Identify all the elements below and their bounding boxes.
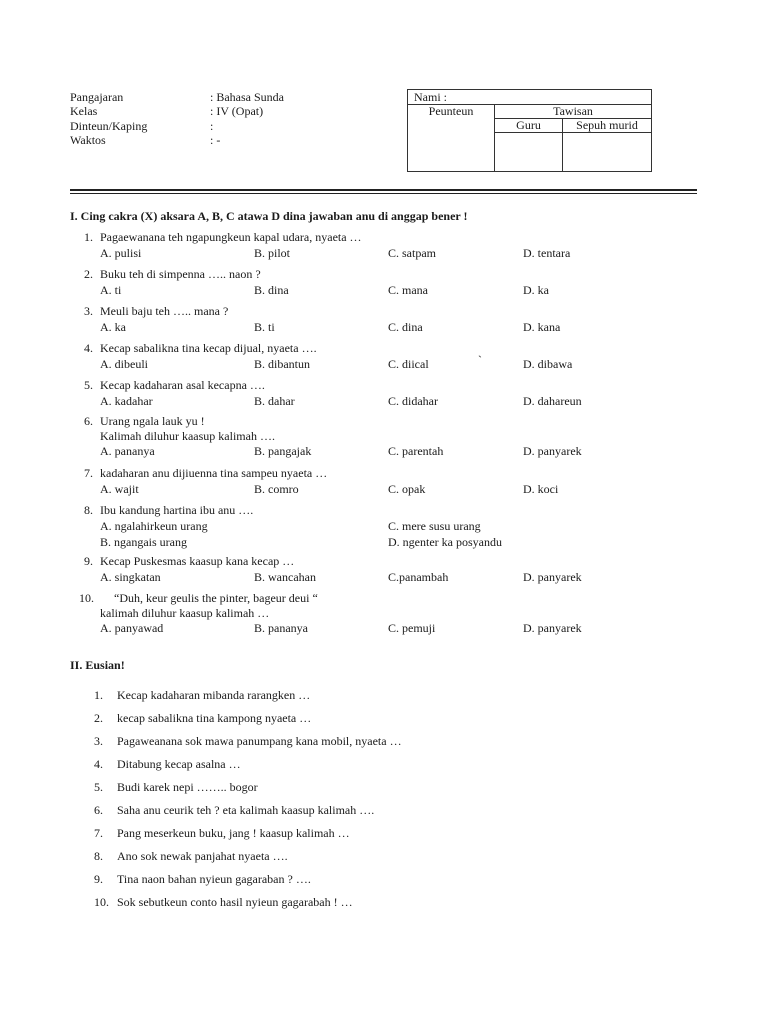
question-number: 5. xyxy=(84,378,93,392)
essay-number: 1. xyxy=(94,688,103,702)
date-label: Dinteun/Kaping xyxy=(70,119,148,133)
question-number: 8. xyxy=(84,503,93,517)
parent-signature-cell xyxy=(563,133,652,172)
subject-label: Pangajaran xyxy=(70,90,124,104)
option-c: C. mere susu urang xyxy=(388,519,481,533)
question-text: Kecap sabalikna tina kecap dijual, nyaeta …. xyxy=(100,341,317,355)
essay-text: kecap sabalikna tina kampong nyaeta … xyxy=(117,711,312,725)
option-a: A. singkatan xyxy=(100,570,161,584)
question-number: 3. xyxy=(84,304,93,318)
class-label: Kelas xyxy=(70,104,98,118)
option-b: B. dahar xyxy=(254,394,295,408)
essay-text: Budi karek nepi …….. bogor xyxy=(117,780,258,794)
option-b: B. pananya xyxy=(254,621,308,635)
question-text: Meuli baju teh ….. mana ? xyxy=(100,304,229,318)
essay-text: Ano sok newak panjahat nyaeta …. xyxy=(117,849,288,863)
option-c: C. opak xyxy=(388,482,426,496)
question-number: 7. xyxy=(84,466,93,480)
option-b: B. wancahan xyxy=(254,570,316,584)
option-b: B. ti xyxy=(254,320,275,334)
question-number: 10. xyxy=(79,591,94,605)
option-c: C.panambah xyxy=(388,570,449,584)
question-text: Kecap Puskesmas kaasup kana kecap … xyxy=(100,554,295,568)
question-number: 9. xyxy=(84,554,93,568)
essay-text: Saha anu ceurik teh ? eta kalimah kaasup kalimah …. xyxy=(117,803,375,817)
option-c: C. pemuji xyxy=(388,621,436,635)
essay-number: 3. xyxy=(94,734,103,748)
option-c: C. dina xyxy=(388,320,423,334)
essay-text: Sok sebutkeun conto hasil nyieun gagarabah ! … xyxy=(117,895,353,909)
essay-number: 9. xyxy=(94,872,103,886)
option-a: A. pananya xyxy=(100,444,155,458)
option-c: C. diical xyxy=(388,357,429,371)
section1-title: I. Cing cakra (X) aksara A, B, C atawa D dina jawaban anu di anggap bener ! xyxy=(70,209,468,223)
option-c: C. satpam xyxy=(388,246,436,260)
option-b: B. dibantun xyxy=(254,357,310,371)
option-a: A. ngalahirkeun urang xyxy=(100,519,208,533)
question-text: Kecap kadaharan asal kecapna …. xyxy=(100,378,265,392)
essay-number: 2. xyxy=(94,711,103,725)
date-value: : xyxy=(210,119,214,133)
question-text: “Duh, keur geulis the pinter, bageur deui “ xyxy=(114,591,318,605)
option-b: B. comro xyxy=(254,482,299,496)
option-b: B. ngangais urang xyxy=(100,535,187,549)
question-text: kadaharan anu dijiuenna tina sampeu nyaeta … xyxy=(100,466,328,480)
option-d: D. koci xyxy=(523,482,559,496)
grade-box xyxy=(407,89,652,172)
question-number: 6. xyxy=(84,414,93,428)
option-b: B. dina xyxy=(254,283,289,297)
option-d: D. dahareun xyxy=(523,394,582,408)
question-text: Ibu kandung hartina ibu anu …. xyxy=(100,503,254,517)
section2-title: II. Eusian! xyxy=(70,658,125,672)
question-text-line2: kalimah diluhur kaasup kalimah … xyxy=(100,606,270,620)
option-a: A. kadahar xyxy=(100,394,153,408)
option-d: D. panyarek xyxy=(523,621,582,635)
time-label: Waktos xyxy=(70,133,106,147)
essay-number: 8. xyxy=(94,849,103,863)
signature-label: Tawisan xyxy=(495,105,652,119)
essay-text: Tina naon bahan nyieun gagaraban ? …. xyxy=(117,872,311,886)
option-d: D. panyarek xyxy=(523,444,582,458)
essay-number: 10. xyxy=(94,895,109,909)
name-field: Nami : xyxy=(408,90,652,105)
subject-value: : Bahasa Sunda xyxy=(210,90,284,104)
teacher-label: Guru xyxy=(495,119,563,133)
option-b: B. pilot xyxy=(254,246,291,260)
class-value: : IV (Opat) xyxy=(210,104,264,118)
essay-text: Pagaweanana sok mawa panumpang kana mobil, nyaeta … xyxy=(117,734,402,748)
option-d: D. tentara xyxy=(523,246,571,260)
option-a: A. panyawad xyxy=(100,621,164,635)
question-number: 2. xyxy=(84,267,93,281)
option-a: A. pulisi xyxy=(100,246,142,260)
stray-mark: ` xyxy=(478,353,482,367)
essay-text: Kecap kadaharan mibanda rarangken … xyxy=(117,688,311,702)
option-d: D. ka xyxy=(523,283,549,297)
option-d: D. kana xyxy=(523,320,561,334)
divider-thin xyxy=(70,193,697,194)
question-number: 1. xyxy=(84,230,93,244)
parent-label: Sepuh murid xyxy=(563,119,652,133)
option-a: A. ti xyxy=(100,283,122,297)
option-a: A. wajit xyxy=(100,482,139,496)
teacher-signature-cell xyxy=(495,133,563,172)
essay-number: 5. xyxy=(94,780,103,794)
option-b: B. pangajak xyxy=(254,444,312,458)
essay-number: 7. xyxy=(94,826,103,840)
question-text: Pagaewanana teh ngapungkeun kapal udara, nyaeta … xyxy=(100,230,362,244)
essay-text: Ditabung kecap asalna … xyxy=(117,757,241,771)
question-number: 4. xyxy=(84,341,93,355)
question-text-line2: Kalimah diluhur kaasup kalimah …. xyxy=(100,429,275,443)
time-value: : - xyxy=(210,133,221,147)
essay-number: 6. xyxy=(94,803,103,817)
option-a: A. dibeuli xyxy=(100,357,148,371)
essay-number: 4. xyxy=(94,757,103,771)
option-c: C. parentah xyxy=(388,444,444,458)
option-c: C. mana xyxy=(388,283,428,297)
option-a: A. ka xyxy=(100,320,126,334)
essay-text: Pang meserkeun buku, jang ! kaasup kalimah … xyxy=(117,826,350,840)
question-text: Buku teh di simpenna ….. naon ? xyxy=(100,267,261,281)
option-c: C. didahar xyxy=(388,394,438,408)
option-d: D. dibawa xyxy=(523,357,573,371)
question-text: Urang ngala lauk yu ! xyxy=(100,414,205,428)
option-d: D. ngenter ka posyandu xyxy=(388,535,502,549)
divider-thick xyxy=(70,189,697,191)
option-d: D. panyarek xyxy=(523,570,582,584)
score-label: Peunteun xyxy=(408,105,495,172)
